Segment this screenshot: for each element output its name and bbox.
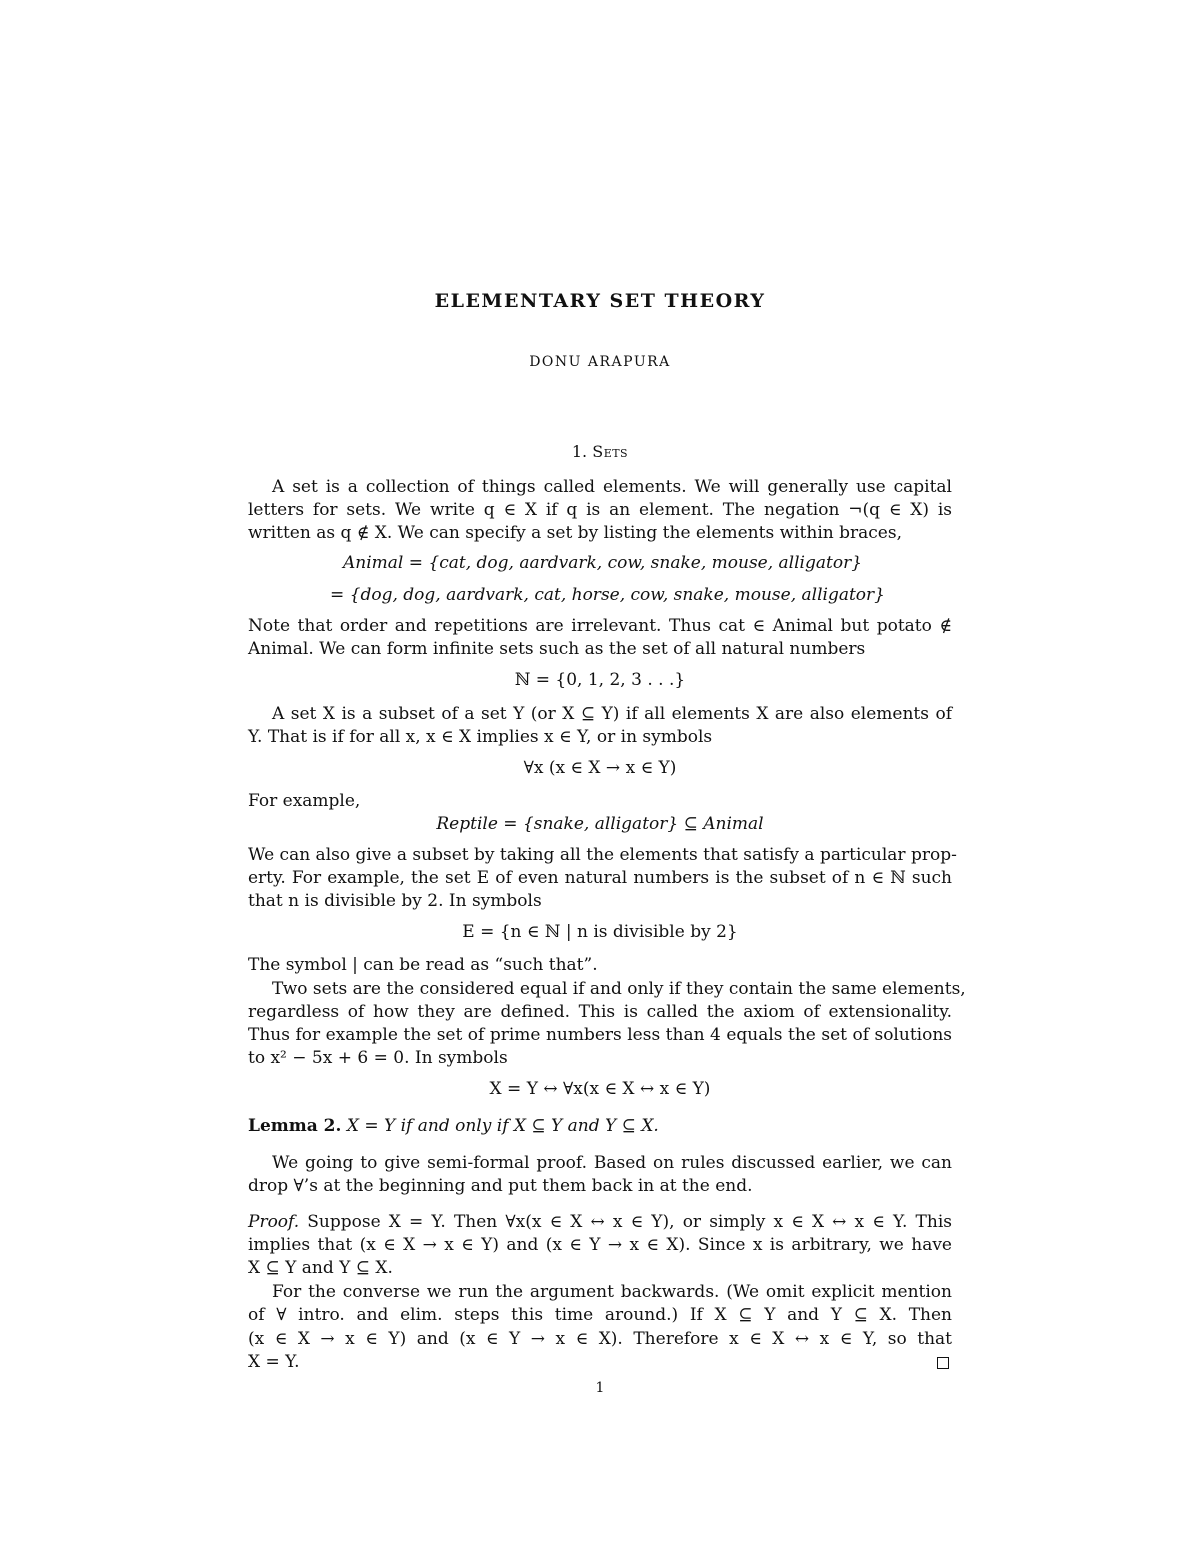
text-line: erty. For example, the set E of even natural numbers is the subset of n ∈ ℕ such xyxy=(248,868,952,888)
proof-line xyxy=(248,1211,952,1234)
equation-naturals: ℕ = {0, 1, 2, 3 . . .} xyxy=(514,670,686,690)
text-line: Thus for example the set of prime numbers less than 4 equals the set of solutions xyxy=(248,1025,952,1045)
lemma-statement: X = Y if and only if X ⊆ Y and Y ⊆ X. xyxy=(346,1116,659,1136)
text-line: letters for sets. We write q ∈ X if q is an element. The negation ¬(q ∈ X) is xyxy=(248,500,952,520)
proof-label: Proof. xyxy=(248,1212,300,1232)
author-name: DONU ARAPURA xyxy=(529,354,671,370)
equation-animal-2: = {dog, dog, aardvark, cat, horse, cow, snake, mouse, alligator} xyxy=(330,585,885,605)
section-number: 1. xyxy=(571,442,588,461)
text-line: implies that (x ∈ X → x ∈ Y) and (x ∈ Y → x ∈ X). Since x is arbitrary, we have xyxy=(248,1235,952,1255)
text-line: of ∀ intro. and elim. steps this time around.) If X ⊆ Y and Y ⊆ X. Then xyxy=(248,1305,952,1325)
lemma xyxy=(248,1115,952,1138)
text-line: Animal. We can form infinite sets such as the set of all natural numbers xyxy=(248,639,866,659)
text-line: A set X is a subset of a set Y (or X ⊆ Y) if all elements X are also elements of xyxy=(272,704,952,724)
section-title: Sets xyxy=(592,442,629,461)
proof-text: Suppose X = Y. Then ∀x(x ∈ X ↔ x ∈ Y), or simply x ∈ X ↔ x ∈ Y. This xyxy=(307,1212,952,1232)
text-line: Two sets are the considered equal if and only if they contain the same elements, xyxy=(272,979,966,999)
text-line: regardless of how they are defined. This is called the axiom of extensionality. xyxy=(248,1002,952,1022)
text-line: The symbol | can be read as “such that”. xyxy=(248,955,598,975)
section-heading xyxy=(0,442,1200,461)
equation-reptile: Reptile = {snake, alligator} ⊆ Animal xyxy=(436,814,764,834)
text-line: (x ∈ X → x ∈ Y) and (x ∈ Y → x ∈ X). Therefore x ∈ X ↔ x ∈ Y, so that xyxy=(248,1329,952,1349)
equation-extensionality: X = Y ↔ ∀x(x ∈ X ↔ x ∈ Y) xyxy=(489,1079,711,1099)
text-line: X = Y. xyxy=(248,1352,300,1372)
lemma-label: Lemma 2. xyxy=(248,1116,342,1136)
text-line: For the converse we run the argument backwards. (We omit explicit mention xyxy=(272,1282,952,1302)
paper-title: ELEMENTARY SET THEORY xyxy=(434,290,766,312)
text-line: For example, xyxy=(248,791,361,811)
text-line: We going to give semi-formal proof. Based on rules discussed earlier, we can xyxy=(272,1153,952,1173)
text-line: X ⊆ Y and Y ⊆ X. xyxy=(248,1258,393,1278)
equation-even: E = {n ∈ ℕ | n is divisible by 2} xyxy=(462,922,738,942)
qed-square-icon xyxy=(937,1357,949,1369)
text-line: Note that order and repetitions are irrelevant. Thus cat ∈ Animal but potato ∉ xyxy=(248,616,952,636)
page-number: 1 xyxy=(595,1380,605,1396)
text-line: Y. That is if for all x, x ∈ X implies x ∈ Y, or in symbols xyxy=(248,727,713,747)
text-line: A set is a collection of things called elements. We will generally use capital xyxy=(272,477,952,497)
text-line: that n is divisible by 2. In symbols xyxy=(248,891,542,911)
text-line: to x² − 5x + 6 = 0. In symbols xyxy=(248,1048,508,1068)
equation-subset: ∀x (x ∈ X → x ∈ Y) xyxy=(523,758,677,778)
text-line: We can also give a subset by taking all the elements that satisfy a particular prop- xyxy=(248,845,957,865)
text-line: written as q ∉ X. We can specify a set by listing the elements within braces, xyxy=(248,523,902,543)
equation-animal: Animal = {cat, dog, aardvark, cow, snake, mouse, alligator} xyxy=(343,553,863,573)
text-line: drop ∀’s at the beginning and put them back in at the end. xyxy=(248,1176,753,1196)
